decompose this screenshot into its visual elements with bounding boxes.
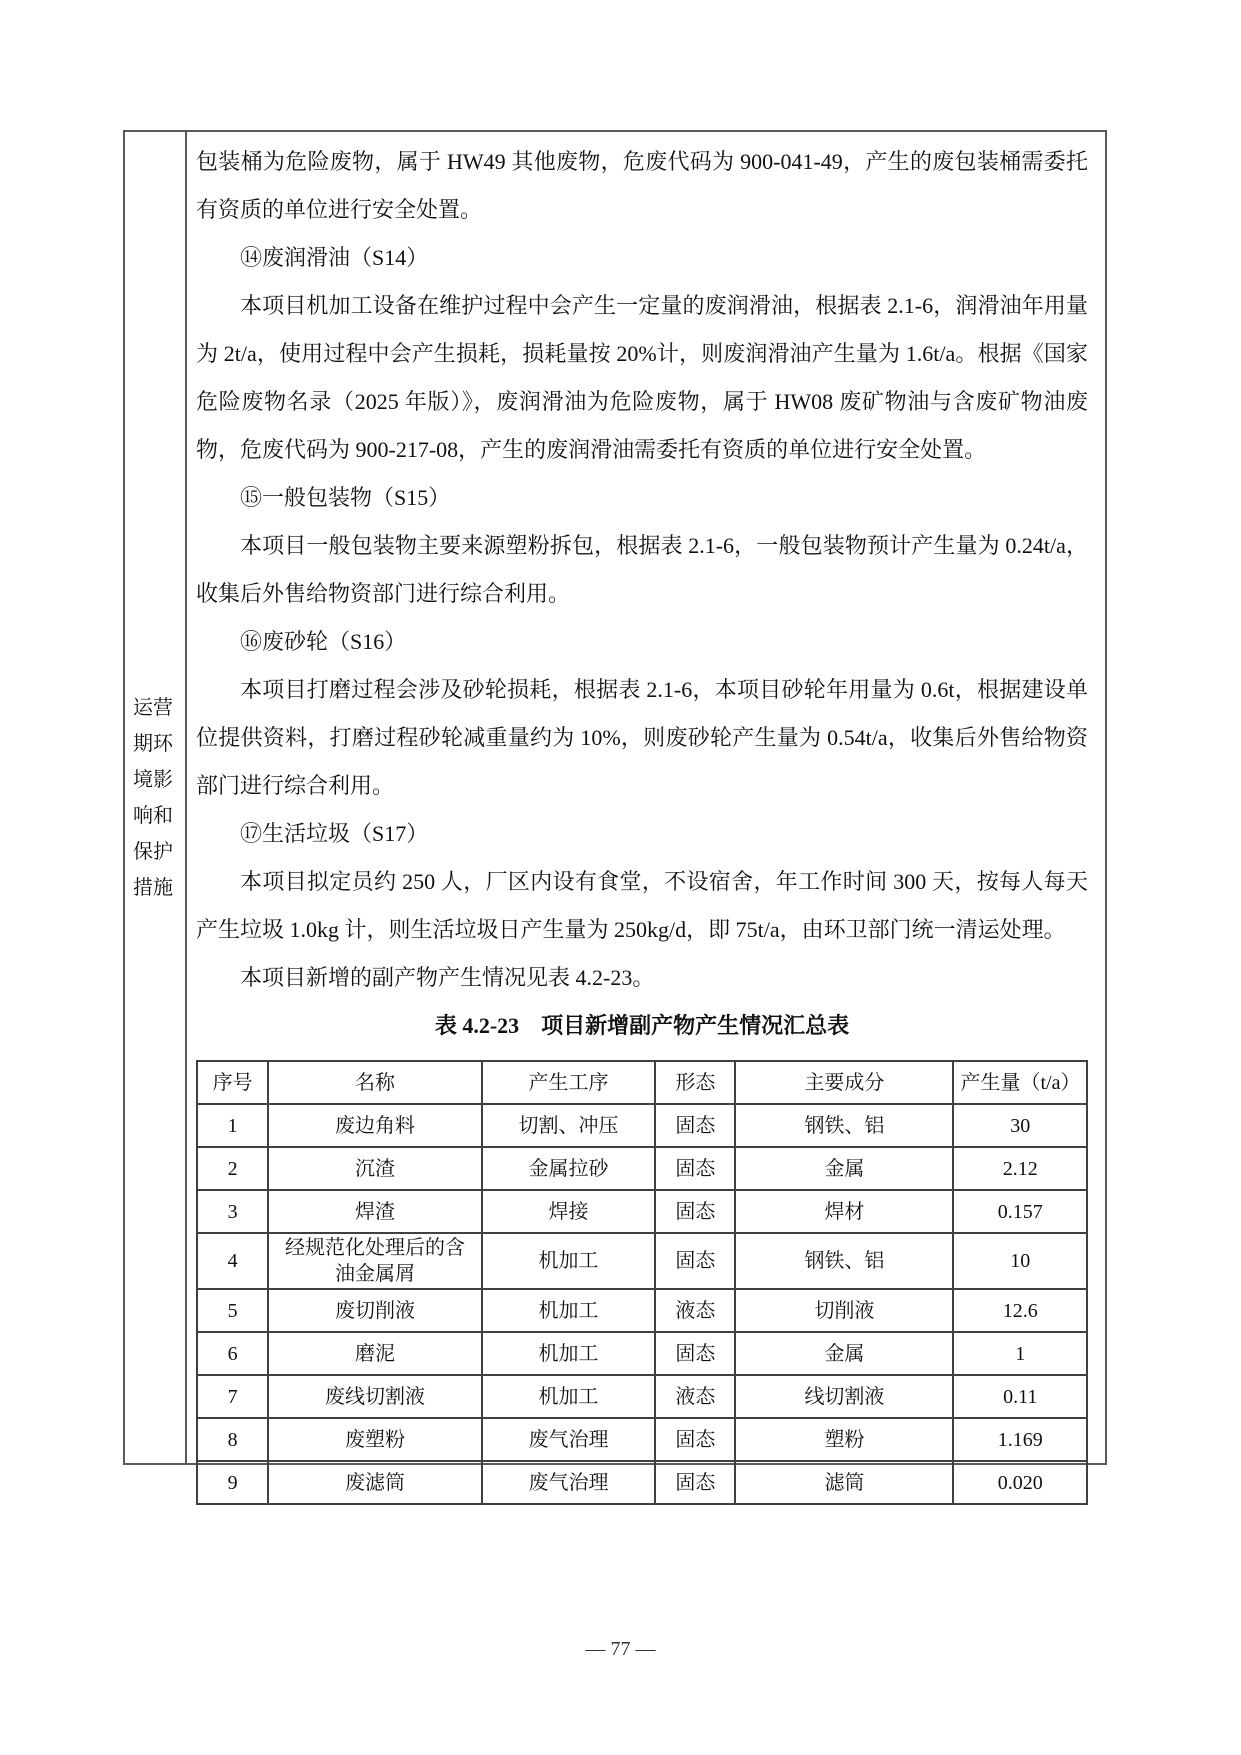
table-cell: 固态 — [655, 1147, 735, 1190]
table-cell: 废边角料 — [268, 1104, 482, 1147]
table-cell: 废线切割液 — [268, 1375, 482, 1418]
table-cell: 焊接 — [482, 1190, 656, 1233]
table-row — [197, 1104, 1087, 1147]
table-cell: 废切削液 — [268, 1289, 482, 1332]
table-cell: 机加工 — [482, 1289, 656, 1332]
table-cell: 机加工 — [482, 1375, 656, 1418]
row-label-cell — [125, 132, 187, 1463]
table-cell: 9 — [197, 1461, 268, 1504]
paragraph: 本项目机加工设备在维护过程中会产生一定量的废润滑油，根据表 2.1-6，润滑油年用量为 2t/a，使用过程中会产生损耗，损耗量按 20%计，则废润滑油产生量为 1.6t/a。根据《国家危险废物名录（2025 年版）》，废润滑油为危险废物，属于 HW08 废矿物油与含废矿物油废物，危废代码为 900-217-08，产生的废润滑油需委托有资质的单位进行安全处置。 — [196, 293, 1088, 462]
paragraph-container — [196, 138, 1088, 1002]
table-cell: 切削液 — [735, 1289, 953, 1332]
column-header: 序号 — [197, 1061, 268, 1104]
table-cell: 钢铁、铝 — [735, 1233, 953, 1289]
table-cell: 液态 — [655, 1289, 735, 1332]
document-frame — [123, 130, 1107, 1494]
table-cell: 焊渣 — [268, 1190, 482, 1233]
table-cell: 滤筒 — [735, 1461, 953, 1504]
table-row — [197, 1289, 1087, 1332]
table-cell: 切割、冲压 — [482, 1104, 656, 1147]
paragraph: 本项目拟定员约 250 人，厂区内设有食堂，不设宿舍，年工作时间 300 天，按每人每天产生垃圾 1.0kg 计，则生活垃圾日产生量为 250kg/d，即 75t/a，由环卫部门统一清运处理。 — [196, 869, 1088, 942]
table-cell: 固态 — [655, 1418, 735, 1461]
table-row — [197, 1418, 1087, 1461]
column-header: 产生量（t/a） — [953, 1061, 1087, 1104]
table-cell: 固态 — [655, 1461, 735, 1504]
table-cell: 2 — [197, 1147, 268, 1190]
column-header: 形态 — [655, 1061, 735, 1104]
table-cell: 经规范化处理后的含油金属屑 — [268, 1233, 482, 1289]
table-cell: 1 — [953, 1332, 1087, 1375]
table-cell: 金属 — [735, 1147, 953, 1190]
table-cell: 10 — [953, 1233, 1087, 1289]
table-cell: 固态 — [655, 1190, 735, 1233]
column-header: 产生工序 — [482, 1061, 656, 1104]
table-cell: 0.11 — [953, 1375, 1087, 1418]
paragraph: 包装桶为危险废物，属于 HW49 其他废物，危废代码为 900-041-49，产生的废包装桶需委托有资质的单位进行安全处置。 — [196, 149, 1088, 222]
table-cell: 4 — [197, 1233, 268, 1289]
table-cell: 0.157 — [953, 1190, 1087, 1233]
column-header: 主要成分 — [735, 1061, 953, 1104]
byproduct-table-body — [197, 1104, 1087, 1504]
table-cell: 金属 — [735, 1332, 953, 1375]
table-cell: 1.169 — [953, 1418, 1087, 1461]
section-heading: ⑭废润滑油（S14） — [240, 245, 429, 270]
table-row — [197, 1461, 1087, 1504]
table-cell: 金属拉砂 — [482, 1147, 656, 1190]
table-cell: 沉渣 — [268, 1147, 482, 1190]
table-cell: 7 — [197, 1375, 268, 1418]
table-cell: 废气治理 — [482, 1461, 656, 1504]
table-cell: 废气治理 — [482, 1418, 656, 1461]
table-cell: 12.6 — [953, 1289, 1087, 1332]
table-cell: 固态 — [655, 1104, 735, 1147]
table-cell: 废滤筒 — [268, 1461, 482, 1504]
table-cell: 0.020 — [953, 1461, 1087, 1504]
table-cell: 8 — [197, 1418, 268, 1461]
table-row — [197, 1233, 1087, 1289]
section-heading: ⑮一般包装物（S15） — [240, 485, 451, 510]
table-cell: 磨泥 — [268, 1332, 482, 1375]
table-cell: 焊材 — [735, 1190, 953, 1233]
row-label: 运营期环境影响和保护措施 — [133, 696, 173, 899]
table-row — [197, 1375, 1087, 1418]
section-heading: ⑯废砂轮（S16） — [240, 629, 407, 654]
byproduct-table — [196, 1060, 1088, 1505]
table-cell: 固态 — [655, 1332, 735, 1375]
table-cell: 机加工 — [482, 1233, 656, 1289]
table-cell: 液态 — [655, 1375, 735, 1418]
content-cell — [187, 132, 1108, 1494]
column-header: 名称 — [268, 1061, 482, 1104]
table-cell: 塑粉 — [735, 1418, 953, 1461]
table-cell: 钢铁、铝 — [735, 1104, 953, 1147]
table-row — [197, 1147, 1087, 1190]
table-caption: 表 4.2-23 项目新增副产物产生情况汇总表 — [434, 1013, 850, 1038]
table-row — [197, 1190, 1087, 1233]
page-number: — 77 — — [585, 1638, 656, 1660]
table-row — [197, 1332, 1087, 1375]
paragraph: 本项目一般包装物主要来源塑粉拆包，根据表 2.1-6，一般包装物预计产生量为 0.24t/a，收集后外售给物资部门进行综合利用。 — [196, 533, 1088, 606]
table-cell: 机加工 — [482, 1332, 656, 1375]
table-cell: 2.12 — [953, 1147, 1087, 1190]
table-cell: 废塑粉 — [268, 1418, 482, 1461]
table-cell: 30 — [953, 1104, 1087, 1147]
table-cell: 3 — [197, 1190, 268, 1233]
section-heading: ⑰生活垃圾（S17） — [240, 821, 429, 846]
paragraph: 本项目新增的副产物产生情况见表 4.2-23。 — [240, 965, 655, 990]
table-cell: 1 — [197, 1104, 268, 1147]
paragraph: 本项目打磨过程会涉及砂轮损耗，根据表 2.1-6，本项目砂轮年用量为 0.6t，根据建设单位提供资料，打磨过程砂轮减重量约为 10%，则废砂轮产生量为 0.54t/a，收集后外售给物资部门进行综合利用。 — [196, 677, 1088, 798]
table-header-row — [197, 1061, 1087, 1104]
table-cell: 固态 — [655, 1233, 735, 1289]
table-cell: 6 — [197, 1332, 268, 1375]
table-cell: 线切割液 — [735, 1375, 953, 1418]
table-cell: 5 — [197, 1289, 268, 1332]
